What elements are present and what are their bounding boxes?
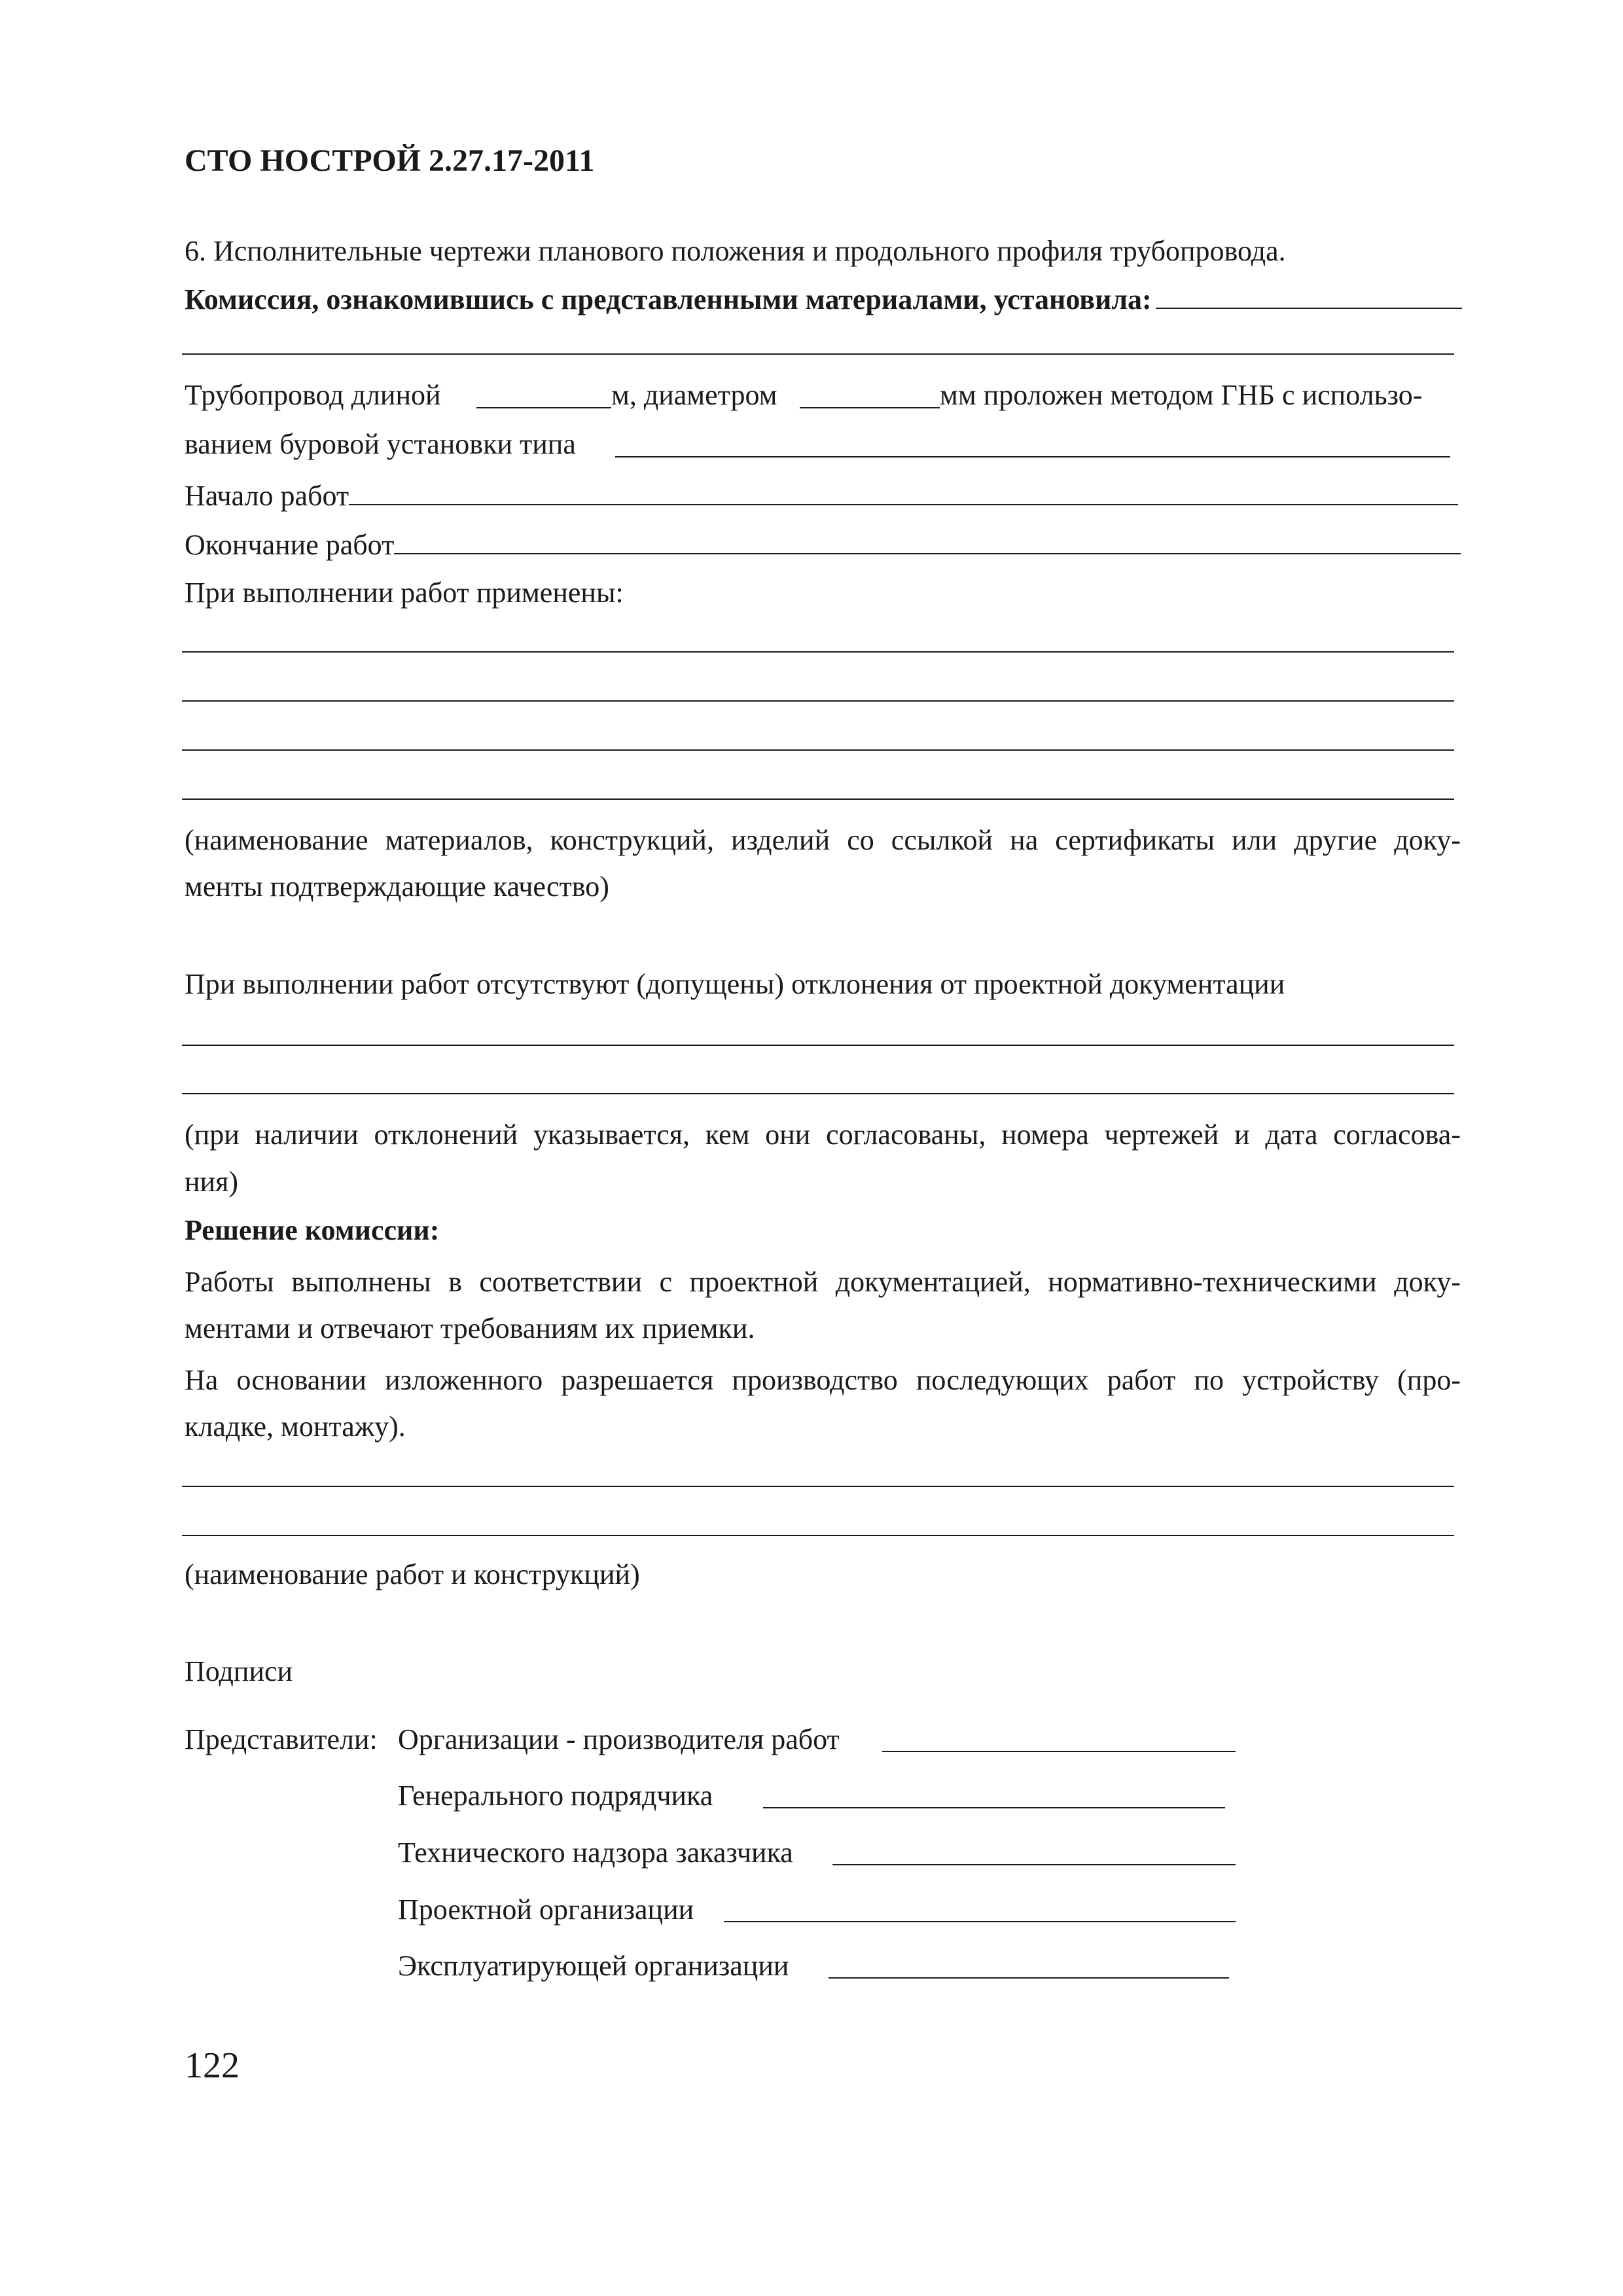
rep-design-organization-label: Проектной организации [398, 1893, 694, 1926]
applied-materials-label: При выполнении работ применены: [185, 577, 624, 609]
pipeline-method-text: мм проложен методом ГНБ с использо- [940, 379, 1423, 411]
pipeline-length-label: Трубопровод длиной [185, 379, 441, 411]
applied-materials-field-1[interactable] [182, 651, 1454, 653]
works-field-1[interactable] [182, 1486, 1454, 1487]
rep-technical-supervision-signature-field[interactable] [832, 1864, 1236, 1865]
decision-line-4: кладке, монтажу). [185, 1410, 406, 1443]
rep-operating-organization-signature-field[interactable] [829, 1977, 1229, 1979]
commission-found-field[interactable] [1156, 308, 1462, 309]
document-code: СТО НОСТРОЙ 2.27.17-2011 [185, 143, 595, 178]
start-date-field[interactable] [349, 504, 1458, 505]
signatures-label: Подписи [185, 1655, 293, 1687]
applied-materials-field-4[interactable] [182, 798, 1454, 800]
start-date-label: Начало работ [185, 480, 349, 512]
start-date-row [185, 479, 1458, 512]
item-6-text: 6. Исполнительные чертежи планового положения и продольного профиля трубопровода. [185, 235, 1286, 267]
deviations-field-1[interactable] [182, 1045, 1454, 1046]
commission-found-field-2[interactable] [182, 353, 1454, 355]
rep-contractor-label: Организации - производителя работ [398, 1723, 840, 1755]
pipeline-length-field[interactable] [476, 407, 611, 408]
works-note: (наименование работ и конструкций) [185, 1558, 640, 1590]
rep-operating-organization-label: Эксплуатирующей организации [398, 1950, 789, 1982]
materials-note-line-2: менты подтверждающие качество) [185, 870, 609, 903]
rep-general-contractor-label: Генерального подрядчика [398, 1780, 713, 1812]
works-field-2[interactable] [182, 1535, 1454, 1536]
end-date-label: Окончание работ [185, 529, 395, 561]
pipeline-diameter-field[interactable] [800, 407, 940, 408]
commission-found-label: Комиссия, ознакомившись с представленными материалами, установила: [185, 283, 1152, 315]
pipeline-diameter-label: м, диаметром [611, 379, 777, 411]
rep-contractor-signature-field[interactable] [882, 1751, 1236, 1752]
rep-technical-supervision-label: Технического надзора заказчика [398, 1837, 793, 1869]
rep-general-contractor-signature-field[interactable] [763, 1807, 1225, 1808]
deviations-note-line-1: (при наличии отклонений указывается, кем они согласованы, номера чертежей и дата согласова- [185, 1119, 1461, 1151]
drilling-rig-label: ванием буровой установки типа [185, 428, 576, 460]
decision-line-1: Работы выполнены в соответствии с проектной документацией, нормативно-техническими доку- [185, 1266, 1461, 1298]
applied-materials-field-3[interactable] [182, 749, 1454, 751]
decision-heading: Решение комиссии: [185, 1214, 440, 1246]
deviations-label: При выполнении работ отсутствуют (допущены) отклонения от проектной документации [185, 968, 1285, 1000]
rep-design-organization-signature-field[interactable] [724, 1921, 1236, 1922]
decision-line-2: ментами и отвечают требованиям их приемки. [185, 1312, 755, 1344]
materials-note-line-1: (наименование материалов, конструкций, изделий со ссылкой на сертификаты или другие доку- [185, 824, 1461, 856]
representatives-label: Представители: [185, 1723, 378, 1755]
drilling-rig-field[interactable] [615, 456, 1450, 457]
deviations-field-2[interactable] [182, 1093, 1454, 1094]
end-date-row [185, 528, 1461, 562]
decision-line-3: На основании изложенного разрешается производство последующих работ по устройству (про- [185, 1364, 1461, 1396]
commission-found-row [185, 283, 1462, 316]
page-number: 122 [185, 2045, 240, 2086]
applied-materials-field-2[interactable] [182, 700, 1454, 702]
end-date-field[interactable] [394, 553, 1461, 554]
deviations-note-line-2: ния) [185, 1166, 238, 1198]
